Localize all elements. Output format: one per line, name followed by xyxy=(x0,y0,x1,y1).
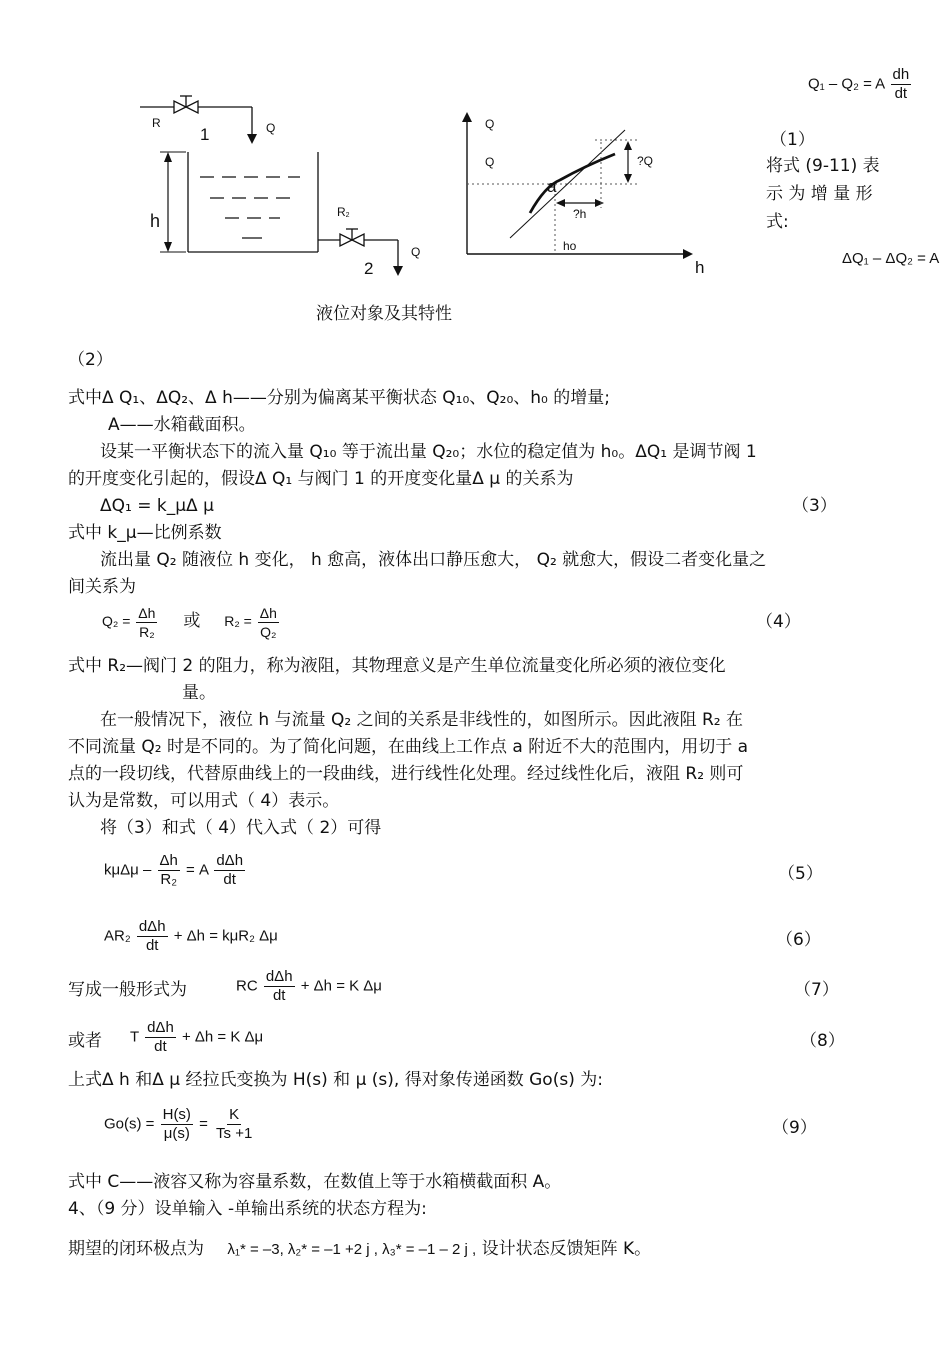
side-text-line-1: 将式 (9-11) 表 xyxy=(766,156,880,176)
equation-number-8: （8） xyxy=(800,1031,845,1051)
paragraph-line: 式中 C——液容又称为容量系数，在数值上等于水箱横截面积 A。 xyxy=(68,1172,562,1192)
paragraph-line: 在一般情况下，液位 h 与流量 Q₂ 之间的关系是非线性的，如图所示。因此液阻 R₂ 在 xyxy=(100,710,744,730)
valve2-number: 2 xyxy=(364,259,374,278)
equation-9: Go(s) = $\frac{H(s)}{\mu(s)}$ = $\frac{K}{Ts +1}$ xyxy=(104,1106,253,1142)
paragraph-line: 不同流量 Q₂ 时是不同的。为了简化问题，在曲线上工作点 a 附近不大的范围内，用切于 a xyxy=(68,737,749,757)
outflow-q-label: Q xyxy=(411,245,421,259)
paragraph-line: 间关系为 xyxy=(68,577,136,597)
delta-h-label: ?h xyxy=(573,207,587,221)
equation-number-7: （7） xyxy=(794,980,839,1000)
paragraph-line: 流出量 Q₂ 随液位 h 变化， h 愈高，液体出口静压愈大， Q₂ 就愈大，假设二者变化量之 xyxy=(100,550,767,570)
paragraph-line: 式中Δ Q₁、ΔQ₂、Δ h——分别为偏离某平衡状态 Q₁₀、Q₂₀、h₀ 的增量; xyxy=(68,388,611,408)
valve1-r-label: R xyxy=(152,116,161,130)
equation-3: ΔQ₁ = k_μΔ μ xyxy=(100,496,214,516)
equation-1: Q₁ – Q₂ = A $\frac{dh}{dt}$ xyxy=(808,66,910,102)
paragraph-line: 或者 xyxy=(68,1031,102,1051)
valve1-number: 1 xyxy=(200,125,210,144)
paragraph-line: 点的一段切线，代替原曲线上的一段曲线，进行线性化处理。经过线性化后，液阻 R₂ 则可 xyxy=(68,764,744,784)
paragraph-line: 上式Δ h 和Δ μ 经拉氏变换为 H(s) 和 μ (s), 得对象传递函数 Go(s) 为: xyxy=(68,1070,603,1090)
paragraph-line: 认为是常数，可以用式（ 4）表示。 xyxy=(68,791,340,811)
equation-number-3: （3） xyxy=(792,496,837,516)
inflow-q-label: Q xyxy=(266,121,276,135)
side-text-line-3: 式: xyxy=(766,212,789,232)
paragraph-line: 设某一平衡状态下的流入量 Q₁₀ 等于流出量 Q₂₀；水位的稳定值为 h₀。ΔQ₁ 是调节阀 1 xyxy=(100,442,757,462)
paragraph-line: A——水箱截面积。 xyxy=(108,415,256,435)
equation-number-1: （1） xyxy=(770,130,815,150)
paragraph-line: 期望的闭环极点为 λ₁* = –3, λ₂* = –1 +2 j , λ₃* = –1 – 2 j , 设计状态反馈矩阵 K。 xyxy=(68,1239,652,1259)
side-text-line-2: 示 为 增 量 形 xyxy=(766,184,873,204)
tank-diagram xyxy=(130,90,450,285)
equation-2: ΔQ₁ – ΔQ₂ = A xyxy=(842,250,940,267)
equation-6: AR₂ $\frac{\text{dΔh}}{dt}$ + Δh = kμR₂ Δμ xyxy=(104,918,278,954)
paragraph-line: 的开度变化引起的，假设Δ Q₁ 与阀门 1 的开度变化量Δ μ 的关系为 xyxy=(68,469,574,489)
q0-label: Q xyxy=(485,155,495,169)
y-axis-label: Q xyxy=(485,117,495,131)
equation-number-4: （4） xyxy=(756,612,801,632)
equation-4: Q₂ = $\frac{\Delta h}{\text{R₂}}$ 或 R₂ = $\frac{\Delta h}{\text{Q₂}}$ xyxy=(102,605,277,640)
paragraph-line: 式中 R₂—阀门 2 的阻力，称为液阻，其物理意义是产生单位流量变化所必须的液位变化 xyxy=(68,656,726,676)
equation-number-6: （6） xyxy=(776,930,821,950)
equation-8: T $\frac{\text{dΔh}}{dt}$ + Δh = K Δμ xyxy=(130,1019,264,1055)
equation-number-2: （2） xyxy=(68,350,113,370)
height-h-label: h xyxy=(150,211,161,231)
equation-number-5: （5） xyxy=(778,864,823,884)
equation-5: kμΔμ – $\frac{\Delta h}{\text{R₂}}$ = A $\frac{\text{dΔh}}{dt}$ xyxy=(104,852,244,888)
question-heading: 4、（9 分）设单输入 -单输出系统的状态方程为: xyxy=(68,1199,427,1219)
paragraph-line: 将（3）和式（ 4）代入式（ 2）可得 xyxy=(100,818,382,838)
valve2-r-label: R2 xyxy=(337,205,350,219)
delta-q-label: ?Q xyxy=(637,154,654,168)
characteristic-graph xyxy=(455,108,715,278)
figure-caption: 液位对象及其特性 xyxy=(316,304,452,324)
paragraph-line: 式中 k_μ—比例系数 xyxy=(68,523,222,543)
paragraph-line: 写成一般形式为 xyxy=(68,980,187,1000)
x-axis-label: h xyxy=(695,258,705,277)
point-a-label: a xyxy=(547,177,557,196)
equation-number-9: （9） xyxy=(772,1118,817,1138)
paragraph-line: 量。 xyxy=(182,683,216,703)
h0-label: ho xyxy=(563,239,577,253)
equation-7: RC $\frac{\text{dΔh}}{dt}$ + Δh = K Δμ xyxy=(236,968,382,1004)
